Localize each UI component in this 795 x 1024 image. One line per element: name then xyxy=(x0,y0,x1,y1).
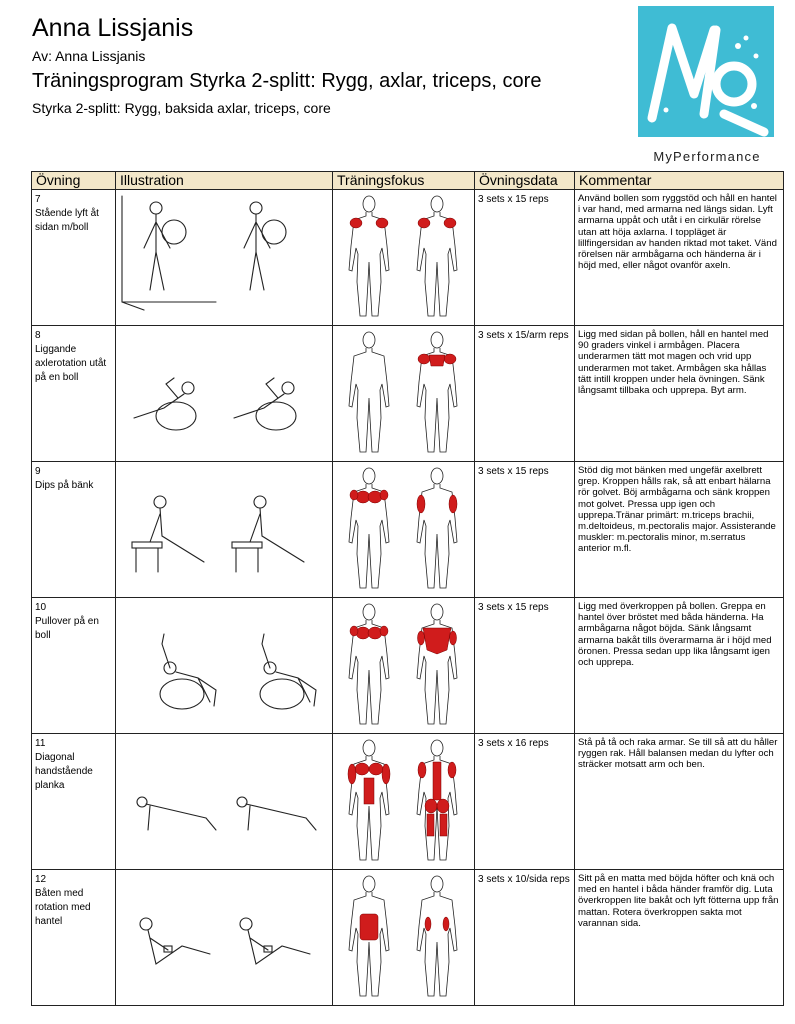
exercise-number: 10 xyxy=(35,602,47,613)
illustration-cell xyxy=(116,734,333,870)
author-line: Av: Anna Lissjanis xyxy=(32,48,146,64)
logo-text: MyPerformance xyxy=(653,149,761,164)
data-cell xyxy=(475,870,575,1006)
exercise-illustration xyxy=(116,870,333,1000)
comment-cell xyxy=(575,870,784,1006)
muscle-focus-figure xyxy=(333,734,475,864)
exercise-comment: Använd bollen som ryggstöd och håll en hantel i var hand, med armarna ned längs sidan. Lyft armarna uppåt och utåt i en cirkulär rörelse utan att höja axlarna. I toppläget är lillfingersidan av handen riktad mot taket. Vänd rörelsen när armbågarna och händerna är i höjd med, eller något ovanför axeln. xyxy=(578,193,777,272)
exercise-comment: Ligg med överkroppen på bollen. Greppa en hantel över bröstet med båda händerna. Ha armbågarna något böjda. Sänk långsamt armarna bakåt tills överarmarna är i höjd med öronen. Pressa sedan upp lika långsamt igen och upprepa. xyxy=(578,601,772,669)
exercise-data: 3 sets x 16 reps xyxy=(478,738,549,749)
exercise-cell xyxy=(32,870,116,1006)
exercise-table xyxy=(31,171,784,1006)
focus-cell xyxy=(333,190,475,326)
exercise-number: 8 xyxy=(35,330,41,341)
muscle-focus-figure xyxy=(333,598,475,728)
focus-cell xyxy=(333,870,475,1006)
exercise-comment: Ligg med sidan på bollen, håll en hantel med 90 graders vinkel i armbågen. Placera underarmen tätt mot magen och vrid upp underarmen mot taket. Armbågen ska hållas tätt intill kroppen under hela övningen. Sänk långsamt tillbaka och upprepa. Byt arm. xyxy=(578,329,769,397)
header-illustration: Illustration xyxy=(116,172,333,190)
table-row xyxy=(32,734,784,870)
muscle-focus-figure xyxy=(333,870,475,1000)
exercise-illustration xyxy=(116,462,333,592)
focus-cell xyxy=(333,734,475,870)
illustration-cell xyxy=(116,462,333,598)
header-ovning: Övning xyxy=(32,172,116,190)
data-cell xyxy=(475,598,575,734)
data-cell xyxy=(475,462,575,598)
exercise-illustration xyxy=(116,598,333,728)
exercise-cell xyxy=(32,734,116,870)
comment-cell xyxy=(575,734,784,870)
illustration-cell xyxy=(116,190,333,326)
table-row xyxy=(32,598,784,734)
comment-cell xyxy=(575,462,784,598)
header-ovningsdata: Övningsdata xyxy=(475,172,575,190)
table-header-row xyxy=(32,172,784,190)
data-cell xyxy=(475,326,575,462)
exercise-data: 3 sets x 10/sida reps xyxy=(478,874,570,885)
exercise-number: 9 xyxy=(35,466,41,477)
focus-cell xyxy=(333,598,475,734)
comment-cell xyxy=(575,190,784,326)
muscle-focus-figure xyxy=(333,190,475,320)
focus-cell xyxy=(333,462,475,598)
exercise-cell xyxy=(32,462,116,598)
illustration-cell xyxy=(116,870,333,1006)
focus-cell xyxy=(333,326,475,462)
muscle-focus-figure xyxy=(333,326,475,456)
exercise-comment: Stå på tå och raka armar. Se till så att du håller ryggen rak. Håll balansen medan du lyfter och sträcker motsatt arm och ben. xyxy=(578,737,778,771)
illustration-cell xyxy=(116,598,333,734)
exercise-name: Pullover på en boll xyxy=(35,616,99,641)
exercise-name: Dips på bänk xyxy=(35,480,94,491)
exercise-illustration xyxy=(116,734,333,864)
exercise-data: 3 sets x 15/arm reps xyxy=(478,330,569,341)
exercise-illustration xyxy=(116,190,333,320)
exercise-comment: Sitt på en matta med böjda höfter och knä och med en hantel i båda händer framför dig. Luta överkroppen lite bakåt och lyft fötterna upp från mattan. Rotera överkroppen sakta mot varannan sida. xyxy=(578,873,779,929)
table-row xyxy=(32,462,784,598)
comment-cell xyxy=(575,598,784,734)
myperformance-logo xyxy=(638,6,774,137)
exercise-number: 7 xyxy=(35,194,41,205)
data-cell xyxy=(475,190,575,326)
exercise-name: Stående lyft åt sidan m/boll xyxy=(35,208,99,233)
table-row xyxy=(32,190,784,326)
exercise-cell xyxy=(32,190,116,326)
exercise-name: Båten med rotation med hantel xyxy=(35,888,91,927)
exercise-comment: Stöd dig mot bänken med ungefär axelbrett grep. Kroppen hålls rak, så att enbart hälarna rör golvet. Böj armbågarna och sänk kroppen mot golvet. Pressa upp igen och upprepa.Tränar primärt: m.triceps brachii, m.deltoideus, m.pectoralis major. Assisterande muskler: m.pectoralis minor, m.serratus anterior m.fl. xyxy=(578,465,776,555)
exercise-number: 11 xyxy=(35,738,46,749)
person-name: Anna Lissjanis xyxy=(32,14,194,42)
exercise-name: Liggande axlerotation utåt på en boll xyxy=(35,344,107,383)
exercise-name: Diagonal handstående planka xyxy=(35,752,93,791)
exercise-cell xyxy=(32,598,116,734)
muscle-focus-figure xyxy=(333,462,475,592)
data-cell xyxy=(475,734,575,870)
header-traningsfokus: Träningsfokus xyxy=(333,172,475,190)
program-title: Träningsprogram Styrka 2-splitt: Rygg, axlar, triceps, core xyxy=(32,70,542,92)
exercise-illustration xyxy=(116,326,333,456)
exercise-number: 12 xyxy=(35,874,47,885)
exercise-cell xyxy=(32,326,116,462)
exercise-data: 3 sets x 15 reps xyxy=(478,602,549,613)
comment-cell xyxy=(575,326,784,462)
exercise-data: 3 sets x 15 reps xyxy=(478,466,549,477)
header-kommentar: Kommentar xyxy=(575,172,784,190)
table-row xyxy=(32,326,784,462)
table-row xyxy=(32,870,784,1006)
illustration-cell xyxy=(116,326,333,462)
program-subtitle: Styrka 2-splitt: Rygg, baksida axlar, triceps, core xyxy=(32,100,331,116)
exercise-data: 3 sets x 15 reps xyxy=(478,194,549,205)
